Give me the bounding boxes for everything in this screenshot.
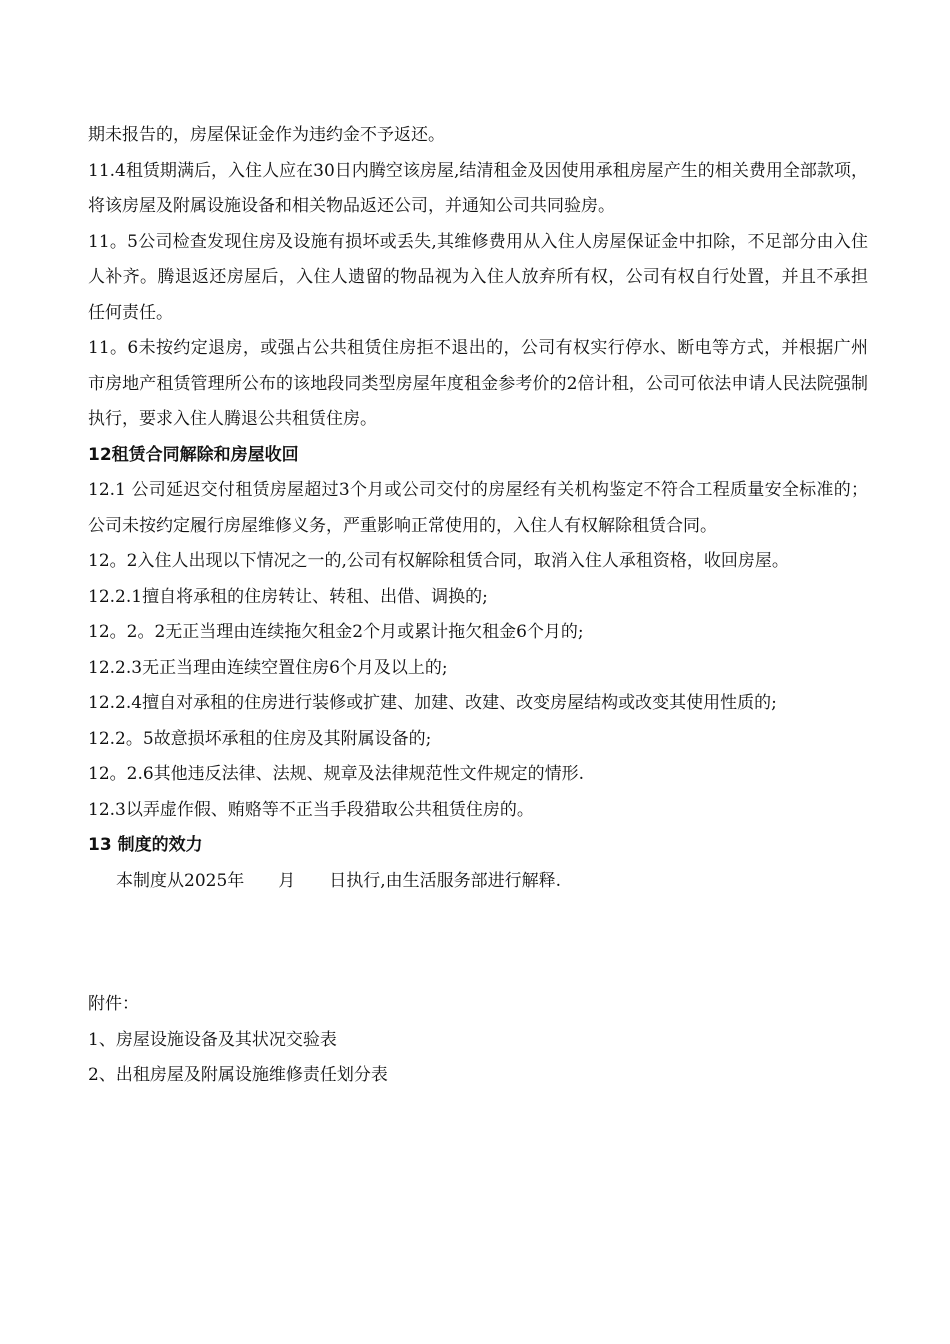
paragraph-12-1: 12.1 公司延迟交付租赁房屋超过3个月或公司交付的房屋经有关机构鉴定不符合工程质量安全标准的；公司未按约定履行房屋维修义务，严重影响正常使用的，入住人有权解除租赁合同。 [88,480,868,536]
heading-section-12: 12租赁合同解除和房屋收回 [88,444,299,465]
spacer [88,899,868,987]
document-page [88,118,868,1094]
paragraph-12-2-4: 12.2.4擅自对承租的住房进行装修或扩建、加建、改建、改变房屋结构或改变其使用性质的; [88,693,777,713]
paragraph-11-3-continuation: 期未报告的，房屋保证金作为违约金不予返还。 [88,125,445,145]
paragraph-12-2-5: 12.2。5故意损坏承租的住房及其附属设备的; [88,728,432,749]
paragraph-12-2-2: 12。2。2无正当理由连续拖欠租金2个月或累计拖欠租金6个月的; [88,622,584,642]
paragraph-12-2-6: 12。2.6其他违反法律、法规、规章及法律规范性文件规定的情形. [88,764,585,784]
paragraph-12-3: 12.3以弄虚作假、贿赂等不正当手段猎取公共租赁住房的。 [88,799,534,820]
attachments-label: 附件： [88,994,139,1014]
paragraph-11-6: 11。6未按约定退房，或强占公共租赁住房拒不退出的，公司有权实行停水、断电等方式，并根据广州市房地产租赁管理所公布的该地段同类型房屋年度租金参考价的2倍计租，公司可依法申请人民法院强制执行，要求入住人腾退公共租赁住房。 [88,338,868,429]
paragraph-11-4: 11.4租赁期满后，入住人应在30日内腾空该房屋,结清租金及因使用承租房屋产生的相关费用全部款项，将该房屋及附属设施设备和相关物品返还公司，并通知公司共同验房。 [88,160,868,216]
paragraph-11-5: 11。5公司检查发现住房及设施有损坏或丢失,其维修费用从入住人房屋保证金中扣除，不足部分由入住人补齐。腾退返还房屋后，入住人遗留的物品视为入住人放弃所有权，公司有权自行处置，并且不承担任何责任。 [88,231,868,323]
heading-section-13: 13 制度的效力 [88,835,203,855]
attachment-item-1: 1、房屋设施设备及其状况交验表 [88,1029,337,1050]
paragraph-12-2: 12。2入住人出现以下情况之一的,公司有权解除租赁合同，取消入住人承租资格，收回房屋。 [88,551,789,571]
paragraph-13-effective-date: 本制度从2025年 月 日执行,由生活服务部进行解释. [116,870,562,891]
paragraph-12-2-3: 12.2.3无正当理由连续空置住房6个月及以上的; [88,657,448,678]
attachment-item-2: 2、出租房屋及附属设施维修责任划分表 [88,1065,388,1085]
paragraph-12-2-1: 12.2.1擅自将承租的住房转让、转租、出借、调换的; [88,586,488,607]
